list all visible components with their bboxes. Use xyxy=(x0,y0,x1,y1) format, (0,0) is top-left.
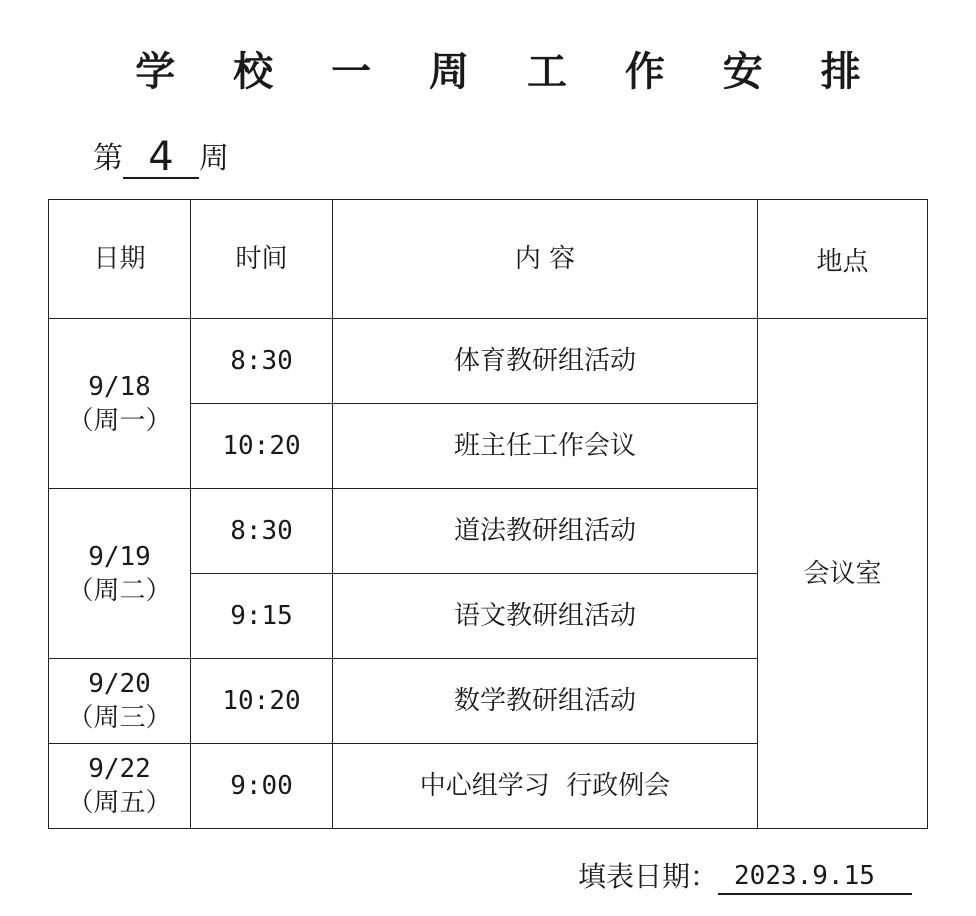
header-content: 内 容 xyxy=(333,200,758,319)
page-title: 学 校 一 周 工 作 安 排 xyxy=(135,49,883,95)
date-cell xyxy=(49,319,191,489)
content-cell: 道法教研组活动 xyxy=(333,489,758,574)
fill-date-value: 2023.9.15 xyxy=(718,859,912,895)
content-cell: 中心组学习 行政例会 xyxy=(333,744,758,829)
content-cell: 体育教研组活动 xyxy=(333,319,758,404)
fill-date xyxy=(578,855,912,895)
week-indicator xyxy=(93,135,229,179)
content-cell: 语文教研组活动 xyxy=(333,574,758,659)
header-location: 地点 xyxy=(758,200,928,319)
table-row xyxy=(49,319,928,404)
date-value: 9/20 xyxy=(88,669,151,699)
weekday-value: （周三） xyxy=(67,703,172,733)
schedule-table xyxy=(48,199,928,829)
content-cell: 数学教研组活动 xyxy=(333,659,758,744)
header-time: 时间 xyxy=(191,200,333,319)
date-cell xyxy=(49,659,191,744)
date-value: 9/22 xyxy=(88,754,151,784)
time-cell: 9:00 xyxy=(191,744,333,829)
header-date: 日期 xyxy=(49,200,191,319)
time-cell: 10:20 xyxy=(191,659,333,744)
date-cell xyxy=(49,744,191,829)
weekday-value: （周五） xyxy=(67,788,172,818)
fill-date-label: 填表日期： xyxy=(578,860,719,893)
week-suffix: 周 xyxy=(199,141,229,176)
time-cell: 10:20 xyxy=(191,404,333,489)
week-prefix: 第 xyxy=(93,141,123,176)
weekday-value: （周一） xyxy=(67,405,172,436)
week-number: 4 xyxy=(123,137,199,179)
weekday-value: （周二） xyxy=(67,575,172,606)
time-cell: 9:15 xyxy=(191,574,333,659)
location-cell: 会议室 xyxy=(758,319,928,829)
date-value: 9/19 xyxy=(88,541,151,572)
date-cell xyxy=(49,489,191,659)
table-header-row xyxy=(49,200,928,319)
date-value: 9/18 xyxy=(88,371,151,402)
time-cell: 8:30 xyxy=(191,319,333,404)
time-cell: 8:30 xyxy=(191,489,333,574)
content-cell: 班主任工作会议 xyxy=(333,404,758,489)
